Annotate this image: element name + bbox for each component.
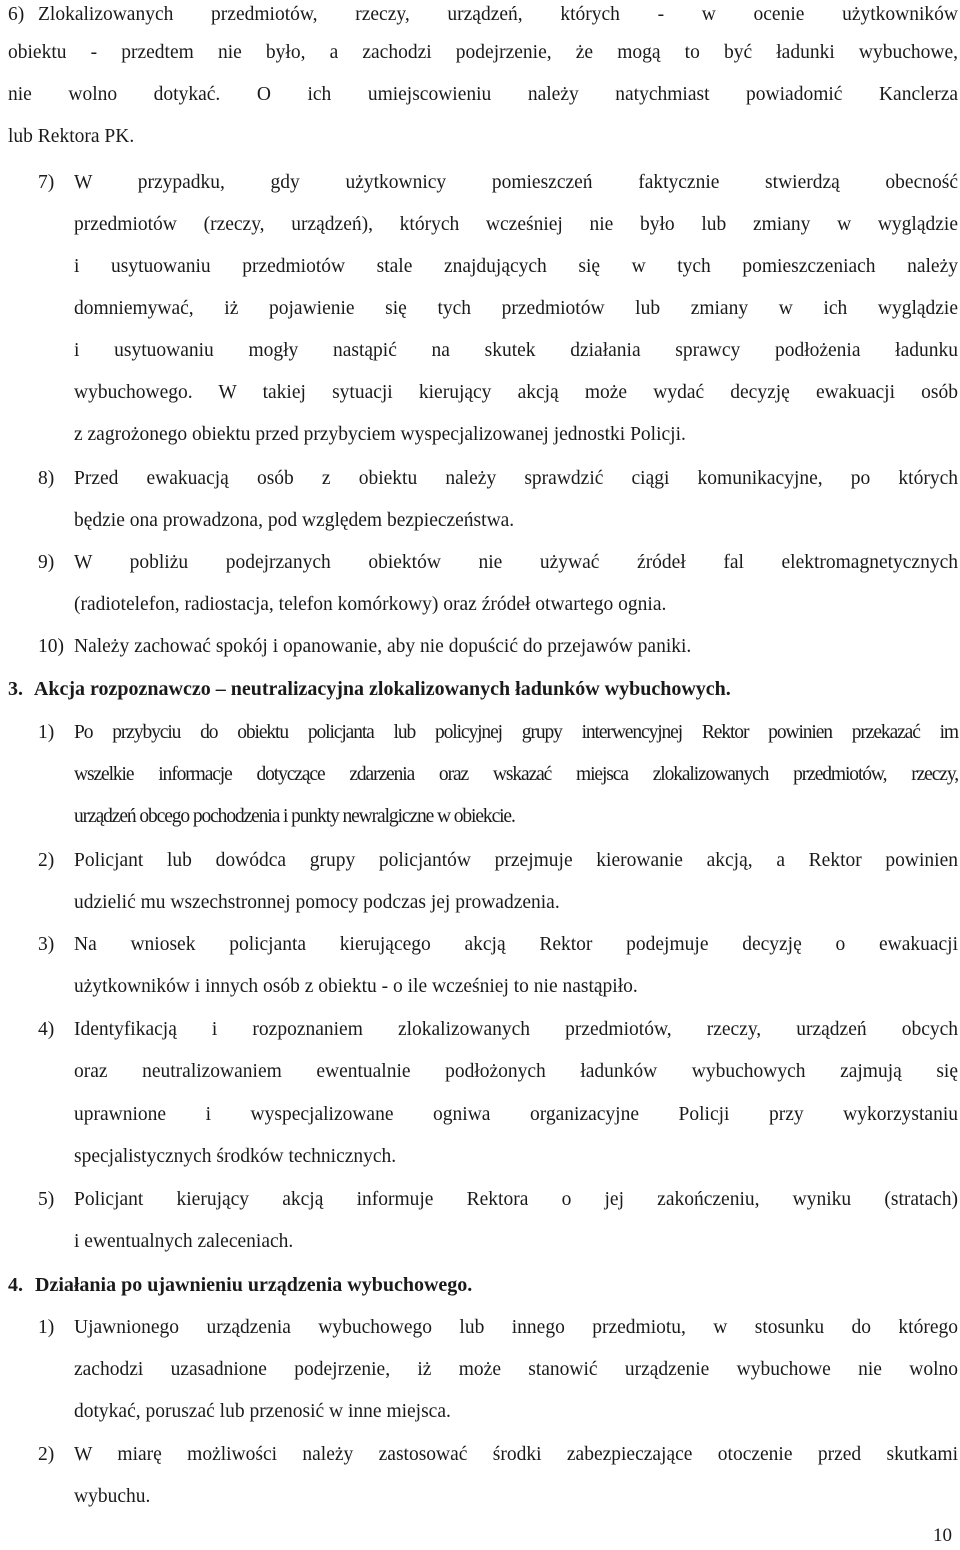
item-text-line: lub Rektora PK.: [8, 126, 135, 147]
item-text-line: nie wolno dotykać. O ich umiejscowieniu należy natychmiast powiadomić Kanclerza: [8, 84, 958, 105]
item-text-line: dotykać, poruszać lub przenosić w inne miejsca.: [74, 1401, 451, 1422]
item-text-line: wszelkie informacje dotyczące zdarzenia oraz wskazać miejsca zlokalizowanych przedmiotów, rzeczy,: [74, 764, 958, 785]
item-number: 7): [38, 172, 55, 193]
item-text-line: W miarę możliwości należy zastosować środki zabezpieczające otoczenie przed skutkami: [74, 1444, 958, 1465]
item-text-line: wybuchowego. W takiej sytuacji kierujący akcją może wydać decyzję ewakuacji osób: [74, 382, 958, 403]
item-text-line: Zlokalizowanych przedmiotów, rzeczy, urządzeń, których - w ocenie użytkowników: [38, 4, 958, 25]
item-number: 2): [38, 1444, 55, 1465]
item-text-line: obiektu - przedtem nie było, a zachodzi podejrzenie, że mogą to być ładunki wybuchowe,: [8, 42, 958, 63]
item-text-line: Na wniosek policjanta kierującego akcją Rektor podejmuje decyzję o ewakuacji: [74, 934, 958, 955]
item-text-line: i usytuowaniu przedmiotów stale znajdujących się w tych pomieszczeniach należy: [74, 256, 958, 277]
item-text-line: W przypadku, gdy użytkownicy pomieszczeń faktycznie stwierdzą obecność: [74, 172, 958, 193]
item-text-line: Przed ewakuacją osób z obiektu należy sprawdzić ciągi komunikacyjne, po których: [74, 468, 958, 489]
item-text-line: oraz neutralizowaniem ewentualnie podłożonych ładunków wybuchowych zajmują się: [74, 1061, 958, 1082]
item-text-line: udzielić mu wszechstronnej pomocy podczas jej prowadzenia.: [74, 892, 560, 913]
item-number: 2): [38, 850, 55, 871]
section-number: 3.: [8, 678, 23, 700]
section-heading-3: [8, 668, 731, 710]
item-text-line: i ewentualnych zaleceniach.: [74, 1231, 294, 1252]
item-text-line: domniemywać, iż pojawienie się tych przedmiotów lub zmiany w ich wyglądzie: [74, 298, 958, 319]
section-heading-4: [8, 1264, 472, 1306]
item-text-line: Po przybyciu do obiektu policjanta lub policyjnej grupy interwencyjnej Rektor powinien przekazać im: [74, 722, 958, 743]
item-text-line: Ujawnionego urządzenia wybuchowego lub innego przedmiotu, w stosunku do którego: [74, 1317, 958, 1338]
item-number: 1): [38, 722, 55, 743]
item-number: 10): [38, 636, 64, 657]
section-title: Akcja rozpoznawczo – neutralizacyjna zlokalizowanych ładunków wybuchowych.: [33, 678, 731, 700]
item-text-line: uprawnione i wyspecjalizowane ogniwa organizacyjne Policji przy wykorzystaniu: [74, 1104, 958, 1125]
item-text-line: (radiotelefon, radiostacja, telefon komórkowy) oraz źródeł otwartego ognia.: [74, 594, 667, 615]
item-number: 4): [38, 1019, 55, 1040]
item-number: 5): [38, 1189, 55, 1210]
item-text-line: zachodzi uzasadnione podejrzenie, iż może stanowić urządzenie wybuchowe nie wolno: [74, 1359, 958, 1380]
item-text-line: i usytuowaniu mogły nastąpić na skutek działania sprawcy podłożenia ładunku: [74, 340, 958, 361]
page-number: 10: [933, 1525, 952, 1546]
item-text-line: urządzeń obcego pochodzenia i punkty newralgiczne w obiekcie.: [74, 806, 515, 827]
item-text-line: z zagrożonego obiektu przed przybyciem wyspecjalizowanej jednostki Policji.: [74, 424, 686, 445]
item-text-line: Policjant kierujący akcją informuje Rektora o jej zakończeniu, wyniku (stratach): [74, 1189, 958, 1210]
item-text-line: W pobliżu podejrzanych obiektów nie używać źródeł fal elektromagnetycznych: [74, 552, 958, 573]
item-text-line: Należy zachować spokój i opanowanie, aby nie dopuścić do przejawów paniki.: [74, 636, 692, 657]
item-number: 3): [38, 934, 55, 955]
item-text-line: przedmiotów (rzeczy, urządzeń), których wcześniej nie było lub zmiany w wyglądzie: [74, 214, 958, 235]
item-text-line: specjalistycznych środków technicznych.: [74, 1146, 397, 1167]
item-number: 1): [38, 1317, 55, 1338]
item-text-line: użytkowników i innych osób z obiektu - o ile wcześniej to nie nastąpiło.: [74, 976, 638, 997]
item-number: 8): [38, 468, 55, 489]
item-number: 6): [8, 4, 25, 25]
section-title: Działania po ujawnieniu urządzenia wybuchowego.: [35, 1274, 473, 1296]
item-text-line: wybuchu.: [74, 1486, 151, 1507]
item-text-line: Identyfikacją i rozpoznaniem zlokalizowanych przedmiotów, rzeczy, urządzeń obcych: [74, 1019, 958, 1040]
section-number: 4.: [8, 1274, 23, 1296]
item-text-line: będzie ona prowadzona, pod względem bezpieczeństwa.: [74, 510, 515, 531]
item-text-line: Policjant lub dowódca grupy policjantów przejmuje kierowanie akcją, a Rektor powinien: [74, 850, 958, 871]
item-number: 9): [38, 552, 55, 573]
